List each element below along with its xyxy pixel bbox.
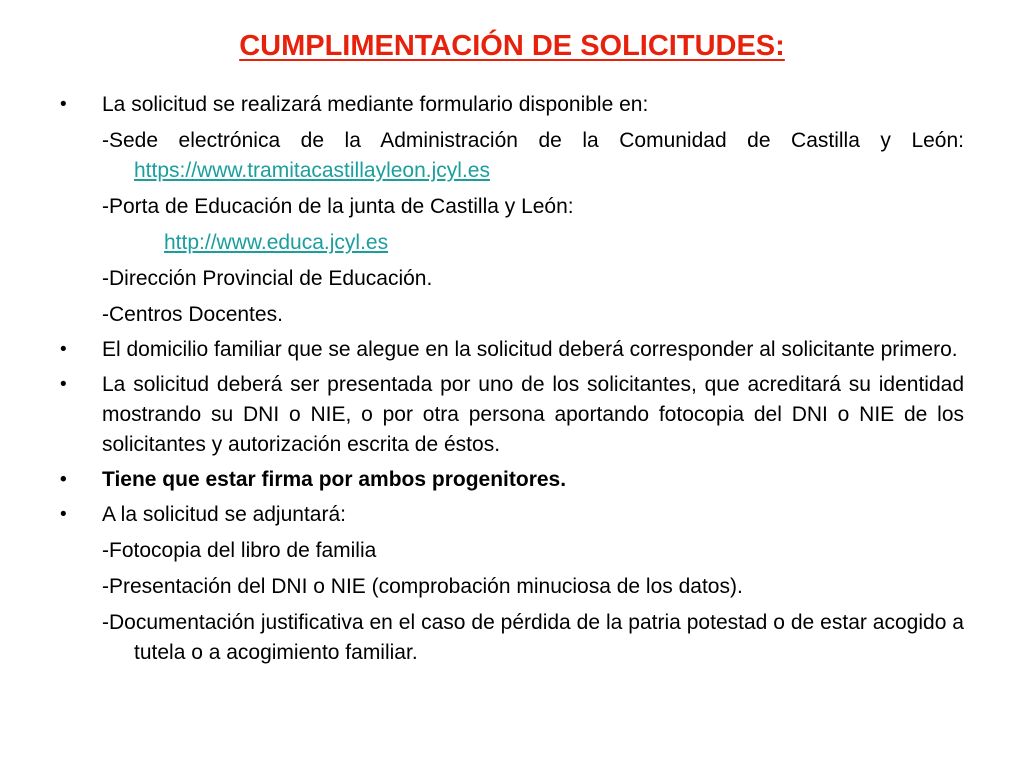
slide-title: CUMPLIMENTACIÓN DE SOLICITUDES: (239, 30, 785, 62)
bullet-firma: • Tiene que estar firma por ambos progenitores. (60, 465, 964, 495)
bullet-domicilio: • El domicilio familiar que se alegue en la solicitud deberá corresponder al solicitante primero. (60, 335, 964, 365)
sub-sede-electronica (60, 126, 964, 186)
bullet-adjuntara: • A la solicitud se adjuntará: (60, 500, 964, 530)
slide-body (60, 90, 964, 668)
link-educa-jcyl[interactable]: http://www.educa.jcyl.es (164, 231, 389, 254)
sub-centros-docentes: -Centros Docentes. (102, 303, 283, 326)
sub-direccion-provincial: -Dirección Provincial de Educación. (102, 267, 433, 290)
link-tramitacastillayleon[interactable]: https://www.tramitacastillayleon.jcyl.es (134, 159, 490, 182)
sub-porta-educacion: -Porta de Educación de la junta de Castilla y León: (102, 195, 574, 218)
bullet-presentacion: • La solicitud deberá ser presentada por uno de los solicitantes, que acreditará su identidad mostrando su DNI o NIE, o por otra persona aportando fotocopia del DNI o NIE de los solicitantes y autorización escrita de éstos. (60, 370, 964, 460)
sub-presentacion-dni: -Presentación del DNI o NIE (comprobación minuciosa de los datos). (102, 575, 743, 598)
sub-fotocopia-libro: -Fotocopia del libro de familia (102, 539, 377, 562)
sub-sede-text: -Sede electrónica de la Administración de la Comunidad de Castilla y León: (102, 129, 964, 152)
url-line-educa (60, 228, 964, 258)
sub-documentacion-justificativa: -Documentación justificativa en el caso de pérdida de la patria potestad o de estar acogido a tutela o a acogimiento familiar. (102, 611, 964, 664)
bullet-formulario: • La solicitud se realizará mediante formulario disponible en: (60, 90, 964, 120)
